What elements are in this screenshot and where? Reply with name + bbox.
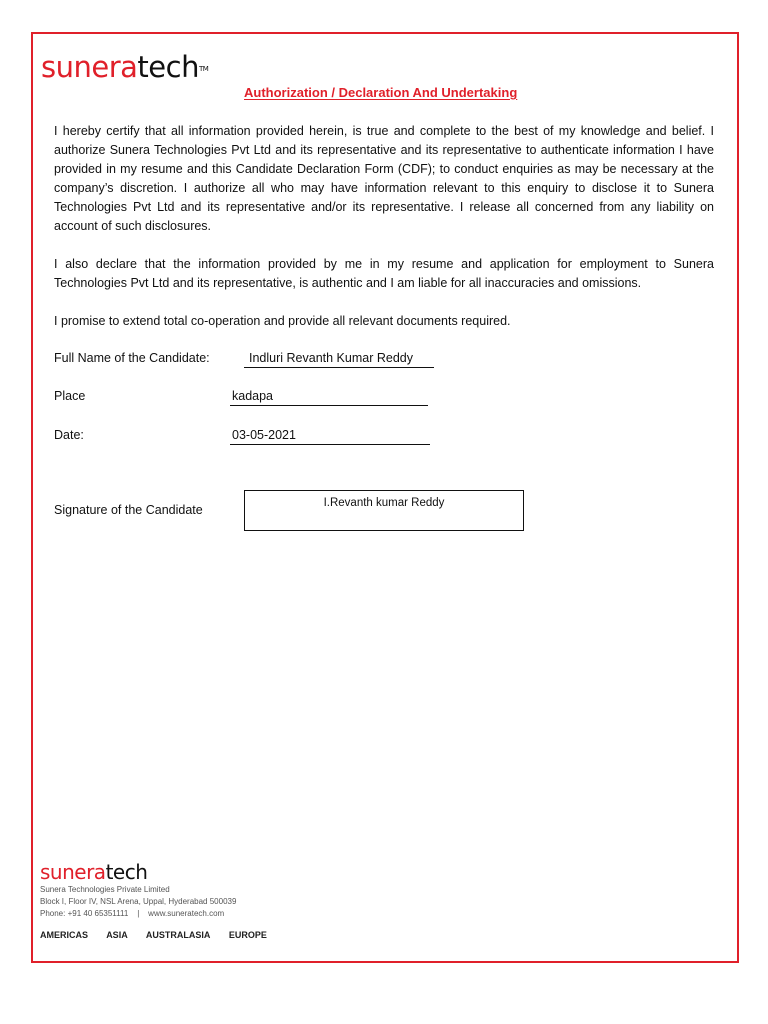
footer-company: Sunera Technologies Private Limited [40, 885, 170, 894]
signature-text: I.Revanth kumar Reddy [323, 497, 445, 509]
date-label: Date: [54, 428, 84, 442]
place-label: Place [54, 389, 86, 403]
paragraph-declaration: I also declare that the information provided by me in my resume and application for employment to Sunera Technologies Pvt Ltd and its representative, is authentic and I am liable for all inaccuracies and omissions. [54, 257, 714, 290]
footer-contact: Phone: +91 40 65351111 | www.suneratech.com [40, 909, 225, 918]
logo-text-tech: tech [137, 50, 199, 84]
region-europe: EUROPE [228, 930, 267, 940]
full-name-label: Full Name of the Candidate: [54, 351, 210, 365]
footer-address: Block I, Floor IV, NSL Arena, Uppal, Hyderabad 500039 [40, 897, 237, 906]
region-americas: AMERICAS [40, 930, 89, 940]
signature-label: Signature of the Candidate [54, 503, 203, 517]
region-australasia: AUSTRALASIA [145, 930, 211, 940]
logo-trademark: TM [198, 65, 209, 73]
logo-text-sunera: sunera [41, 50, 138, 84]
footer-regions [40, 930, 283, 940]
paragraph-authorization: I hereby certify that all information provided herein, is true and complete to the best of my knowledge and belief. I authorize Sunera Technologies Pvt Ltd and its representative and its representative to authenticate information I have provided in my resume and this Candidate Declaration Form (CDF); to conduct enquiries as may be necessary at the company’s discretion. I authorize all who may have information relevant to this enquiry to disclose it to Sunera Technologies Pvt Ltd and its representative and/or its representative. I release all concerned from any liability on account of such disclosures. [54, 124, 714, 233]
header-logo [41, 50, 208, 84]
date-value: 03-05-2021 [230, 427, 430, 445]
place-value: kadapa [230, 388, 428, 406]
footer-logo-text-sunera: sunera [40, 860, 106, 884]
paragraph-cooperation: I promise to extend total co-operation and provide all relevant documents required. [54, 314, 511, 328]
region-asia: ASIA [106, 930, 128, 940]
signature-box [244, 490, 524, 531]
footer-logo-text-tech: tech [105, 860, 148, 884]
full-name-value: Indluri Revanth Kumar Reddy [244, 350, 434, 368]
footer-logo [40, 860, 147, 884]
document-title: Authorization / Declaration And Undertaking [244, 85, 518, 100]
